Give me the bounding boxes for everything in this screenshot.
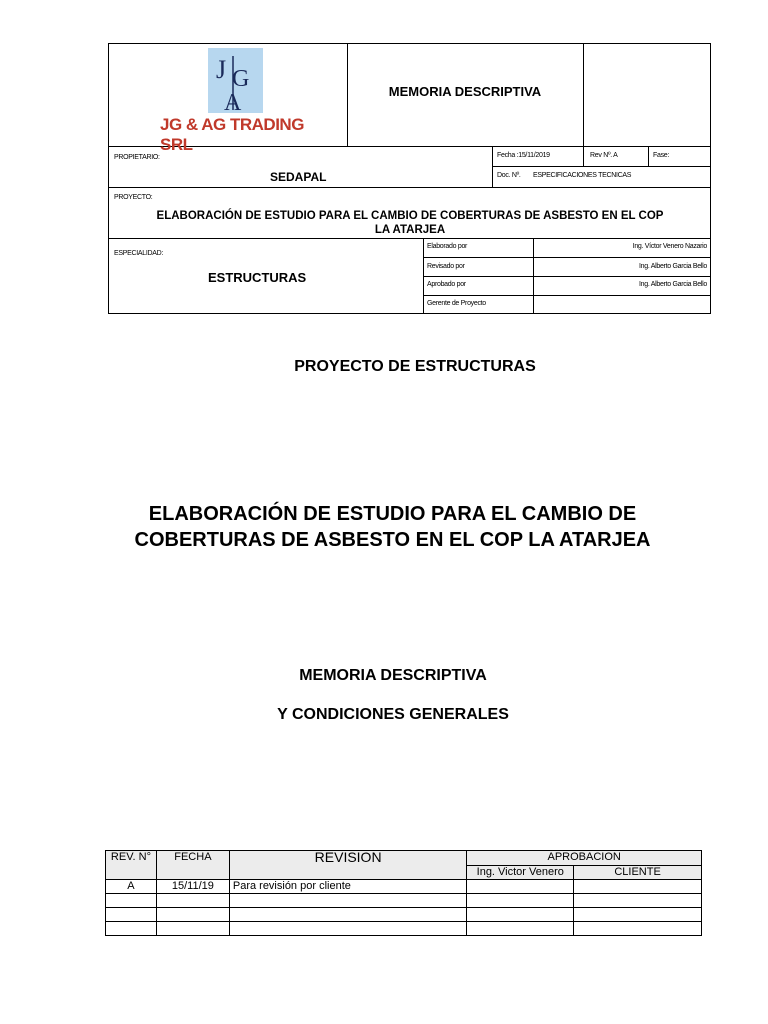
subtitle-condiciones: Y CONDICIONES GENERALES — [277, 706, 509, 723]
header-aprobacion: APROBACION — [467, 851, 702, 866]
main-title-line1: ELABORACIÓN DE ESTUDIO PARA EL CAMBIO DE — [148, 503, 637, 525]
revision-table — [105, 850, 702, 936]
cell-revision — [229, 922, 467, 936]
divider — [533, 238, 534, 314]
doc-no-label: Doc. Nº. — [497, 172, 521, 179]
doc-type-title: MEMORIA DESCRIPTIVA — [388, 84, 542, 99]
role-name: Ing. Alberto Garcia Bello — [639, 281, 707, 288]
cell-cliente — [574, 908, 702, 922]
project-title-line1: ELABORACIÓN DE ESTUDIO PARA EL CAMBIO DE COBERTURAS DE ASBESTO EN EL COP — [156, 210, 664, 222]
phase-label: Fase: — [653, 152, 670, 159]
role-label: Gerente de Proyecto — [427, 300, 486, 307]
divider — [108, 187, 711, 188]
section-title: PROYECTO DE ESTRUCTURAS — [294, 358, 536, 375]
cell-fecha: 15/11/19 — [156, 880, 229, 894]
header-revision: REVISION — [229, 851, 467, 880]
cell-rev — [106, 894, 157, 908]
project-label: PROYECTO: — [114, 194, 153, 201]
logo-monogram-icon — [208, 48, 263, 113]
subtitle-memoria: MEMORIA DESCRIPTIVA — [299, 667, 487, 684]
cell-revision: Para revisión por cliente — [229, 880, 467, 894]
svg-text:G: G — [232, 66, 250, 92]
header-rev: REV. N° — [106, 851, 157, 880]
svg-text:A: A — [224, 90, 242, 113]
divider — [108, 238, 711, 239]
table-row — [106, 880, 702, 894]
specialty-value: ESTRUCTURAS — [208, 270, 307, 285]
cell-cliente — [574, 922, 702, 936]
company-name: JG & AG TRADING SRL — [160, 115, 304, 154]
cell-fecha — [156, 922, 229, 936]
header-fecha: FECHA — [156, 851, 229, 880]
divider — [423, 276, 711, 277]
company-logo — [208, 48, 263, 113]
divider — [423, 238, 424, 314]
owner-label: PROPIETARIO: — [114, 154, 160, 161]
date-label: Fecha :15/11/2019 — [497, 152, 550, 159]
svg-text:J: J — [216, 55, 227, 84]
cell-fecha — [156, 894, 229, 908]
cell-approver — [467, 894, 574, 908]
cell-fecha — [156, 908, 229, 922]
cell-cliente — [574, 880, 702, 894]
divider — [423, 257, 711, 258]
cell-approver — [467, 922, 574, 936]
header-cliente: CLIENTE — [574, 865, 702, 880]
role-label: Aprobado por — [427, 281, 466, 288]
role-label: Revisado por — [427, 263, 465, 270]
cell-rev: A — [106, 880, 157, 894]
table-row — [106, 894, 702, 908]
cell-approver — [467, 908, 574, 922]
specialty-label: ESPECIALIDAD: — [114, 250, 164, 257]
role-label: Elaborado por — [427, 243, 468, 250]
divider — [648, 146, 649, 166]
cell-cliente — [574, 894, 702, 908]
header-approver: Ing. Victor Venero — [467, 865, 574, 880]
rev-label: Rev Nº. A — [590, 152, 618, 159]
cell-rev — [106, 908, 157, 922]
doc-no-value: ESPECIFICACIONES TECNICAS — [533, 172, 632, 179]
cell-revision — [229, 908, 467, 922]
divider — [492, 166, 711, 167]
divider — [583, 43, 584, 166]
table-row — [106, 908, 702, 922]
divider — [423, 295, 711, 296]
table-row — [106, 922, 702, 936]
role-name: Ing. Alberto Garcia Bello — [639, 263, 707, 270]
project-title-line2: LA ATARJEA — [374, 224, 446, 236]
role-name: Ing. Víctor Venero Nazario — [632, 243, 707, 250]
cell-revision — [229, 894, 467, 908]
cell-rev — [106, 922, 157, 936]
owner-value: SEDAPAL — [270, 170, 327, 184]
main-title-line2: COBERTURAS DE ASBESTO EN EL COP LA ATARJEA — [134, 529, 651, 551]
cell-approver — [467, 880, 574, 894]
divider — [492, 146, 493, 187]
